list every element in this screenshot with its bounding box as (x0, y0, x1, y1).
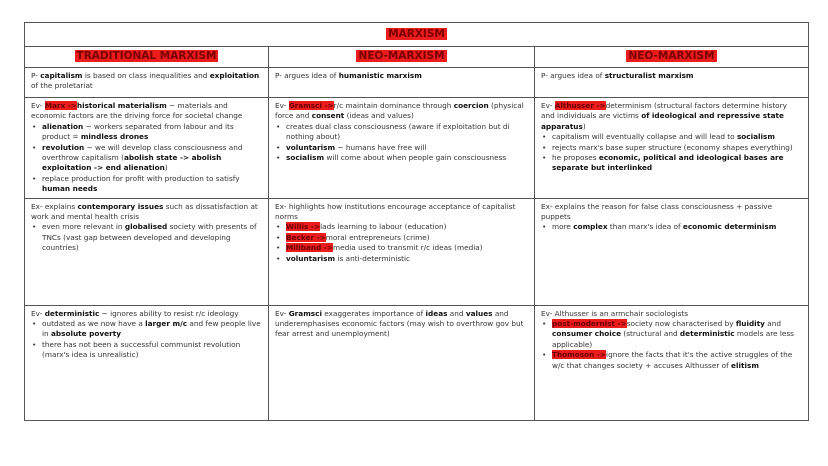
bold-term: coercion (453, 101, 489, 110)
table-row-point (25, 68, 809, 98)
text: ~ ignores ability to resist r/c ideology (99, 308, 239, 318)
bullet-item (31, 143, 262, 174)
text: Ex- highlights how institutions encourage acceptance of capitalist norms (275, 201, 516, 222)
text: than marx's idea of (607, 222, 683, 232)
bullet-item (541, 319, 802, 350)
paragraph (31, 101, 262, 122)
table-cell (25, 305, 269, 420)
table-cell (535, 305, 809, 420)
bullet-item (275, 233, 528, 243)
bullet-item (31, 319, 262, 340)
text: (structural and (621, 329, 680, 339)
text: lads learning to labour (education) (320, 222, 447, 232)
paragraph (31, 202, 262, 223)
text: determinism (structural factors determine history and individuals are victims (541, 101, 787, 121)
bullet-item (31, 340, 262, 361)
bold-term: fluidity (735, 319, 765, 329)
bold-term: globalised (124, 222, 168, 232)
bullet-item (541, 222, 802, 232)
text: moral entrepreneurs (crime) (325, 232, 430, 242)
bold-term: humanistic marxism (338, 71, 422, 80)
bullet-item (31, 122, 262, 143)
bullet-item (31, 174, 262, 195)
paragraph (541, 202, 802, 223)
bold-term: socialism (736, 132, 776, 142)
bullet-item (541, 350, 802, 371)
column-header-label: NEO-MARXISM (358, 50, 445, 63)
table-cell (25, 198, 269, 305)
text: ~ workers separated from labour and its product = (42, 121, 234, 142)
highlighted-theorist: Miliband -> (286, 243, 334, 253)
bold-term: complex (573, 222, 608, 232)
bold-term: human needs (42, 184, 98, 194)
text: ignore the facts that it's the active struggles of the w/c that changes society + accuses Althusser of (552, 350, 793, 370)
text: outdated as we now have a (42, 319, 146, 329)
bullet-item (275, 153, 528, 163)
text: more (552, 222, 574, 232)
table-cell (535, 198, 809, 305)
text: he proposes (552, 153, 599, 163)
bold-term: voluntarism (286, 253, 336, 263)
paragraph (541, 101, 802, 132)
text: Ev- (275, 101, 289, 110)
bullet-item (31, 222, 262, 253)
bold-term: contemporary issues (77, 201, 164, 211)
column-header-label: TRADITIONAL MARXISM (76, 50, 217, 63)
text: (physical force and (275, 101, 524, 121)
table-row-evidence (25, 98, 809, 199)
column-header-neo-structuralist (535, 47, 809, 68)
column-header-label: NEO-MARXISM (628, 50, 715, 63)
text: Ev- Althusser is an armchair sociologists (541, 308, 689, 318)
bold-term: elitism (731, 360, 759, 370)
table-row-evaluation (25, 305, 809, 420)
table-title-cell (25, 23, 809, 47)
paragraph (541, 309, 802, 319)
text: (ideas and values) (344, 111, 414, 121)
text: ~ we will develop class consciousness and overthrow capitalism ( (42, 142, 243, 163)
text: ~ humans have free will (335, 142, 427, 152)
bold-term: larger m/c (145, 319, 188, 329)
paragraph (541, 71, 802, 81)
text: there has not been a successful communist revolution (marx's idea is unrealistic) (42, 339, 241, 360)
table-cell (269, 98, 535, 199)
paragraph (275, 71, 528, 81)
bold-term: abolish state -> abolish exploitation -> end alienation (42, 153, 222, 173)
bold-term: capitalism (40, 71, 83, 80)
bullet-item (275, 222, 528, 232)
text: capitalism will eventually collapse and will lead to (552, 132, 737, 142)
highlighted-theorist: Althusser -> (554, 101, 606, 110)
table-cell (269, 198, 535, 305)
text: media used to transmit r/c ideas (media) (333, 243, 483, 253)
paragraph (275, 202, 528, 223)
bold-term: voluntarism (286, 142, 336, 152)
text: Ev- (31, 101, 45, 110)
text: Ex- explains the reason for false class consciousness + passive puppets (541, 201, 773, 222)
text: ) (164, 163, 168, 173)
table-cell (25, 98, 269, 199)
table-cell (535, 98, 809, 199)
text: Ev- (541, 101, 555, 110)
bold-term: economic, political and ideological bases are separate but interlinked (552, 153, 784, 173)
table-cell (269, 305, 535, 420)
bold-term: ideas (425, 308, 448, 318)
text: will come about when people gain consciousness (324, 153, 507, 163)
text: P- (31, 71, 41, 80)
bold-term: historical materialism (76, 101, 167, 110)
bold-term: consent (311, 111, 345, 121)
table-cell (535, 68, 809, 98)
text: ) (582, 121, 586, 131)
paragraph (275, 101, 528, 122)
text: rejects marx's base super structure (economy shapes everything) (552, 142, 793, 152)
bullet-item (275, 254, 528, 264)
text: and underemphasises economic factors (may wish to overthrow gov but fear arrest and unemployment) (275, 308, 524, 339)
bullet-item (275, 143, 528, 153)
bold-term: consumer choice (552, 329, 622, 339)
bold-term: alienation (42, 121, 84, 131)
text: is anti-deterministic (335, 253, 411, 263)
bullet-item (275, 122, 528, 143)
paragraph (31, 71, 262, 92)
text: P- argues idea of (275, 71, 339, 80)
bold-term: deterministic (679, 329, 735, 339)
table-title: MARXISM (388, 27, 445, 40)
bold-term: deterministic (44, 308, 100, 318)
highlighted-theorist: post-modernist -> (552, 319, 627, 329)
text: ~ materials and economic factors are the driving force for societal change (31, 101, 243, 121)
bold-term: Gramsci (288, 308, 322, 318)
bullet-item (541, 153, 802, 174)
text: and (447, 308, 466, 318)
text: such as dissatisfaction at work and mental health crisis (31, 201, 258, 222)
bold-term: socialism (286, 153, 325, 163)
highlighted-theorist: Becker -> (286, 232, 326, 242)
text: Ev- (31, 308, 45, 318)
bullet-item (541, 143, 802, 153)
bullet-item (275, 243, 528, 253)
text: and (764, 319, 781, 329)
bold-term: exploitation (209, 71, 260, 80)
text: models are less applicable) (552, 329, 794, 349)
highlighted-theorist: Gramsci -> (288, 101, 334, 110)
text: creates dual class consciousness (aware if exploitation but di nothing about) (286, 121, 510, 142)
text: even more relevant in (42, 222, 125, 232)
text: society with presents of TNCs (vast gap between developed and developing countries) (42, 222, 257, 253)
marxism-table (24, 22, 809, 421)
text: Ex- explains (31, 201, 78, 211)
bold-term: structuralist marxism (604, 71, 694, 80)
text: and few people live in (42, 319, 261, 339)
bold-term: values (465, 308, 493, 318)
bold-term: absolute poverty (50, 329, 121, 339)
bold-term: economic determinism (682, 222, 777, 232)
bold-term: revolution (42, 142, 85, 152)
bullet-item (541, 132, 802, 142)
text: replace production for profit with production to satisfy (42, 173, 240, 183)
text: society now characterised by (626, 319, 736, 329)
paragraph (31, 309, 262, 319)
text: P- argues idea of (541, 71, 605, 80)
table-cell (25, 68, 269, 98)
column-header-traditional (25, 47, 269, 68)
bold-term: of ideological and repressive state apparatus (541, 111, 784, 131)
paragraph (275, 309, 528, 340)
text: of the proletariat (31, 81, 93, 91)
highlighted-theorist: Marx -> (44, 101, 77, 110)
column-header-neo-humanistic (269, 47, 535, 68)
bold-term: mindless drones (80, 132, 149, 142)
highlighted-theorist: Thomoson -> (552, 350, 607, 360)
table-row-explanation (25, 198, 809, 305)
text: is based on class inequalities and (82, 71, 210, 80)
highlighted-theorist: Willis -> (286, 222, 321, 232)
text: Ev- (275, 308, 289, 318)
text: exaggerates importance of (321, 308, 426, 318)
text: r/c maintain dominance through (333, 101, 454, 110)
table-cell (269, 68, 535, 98)
